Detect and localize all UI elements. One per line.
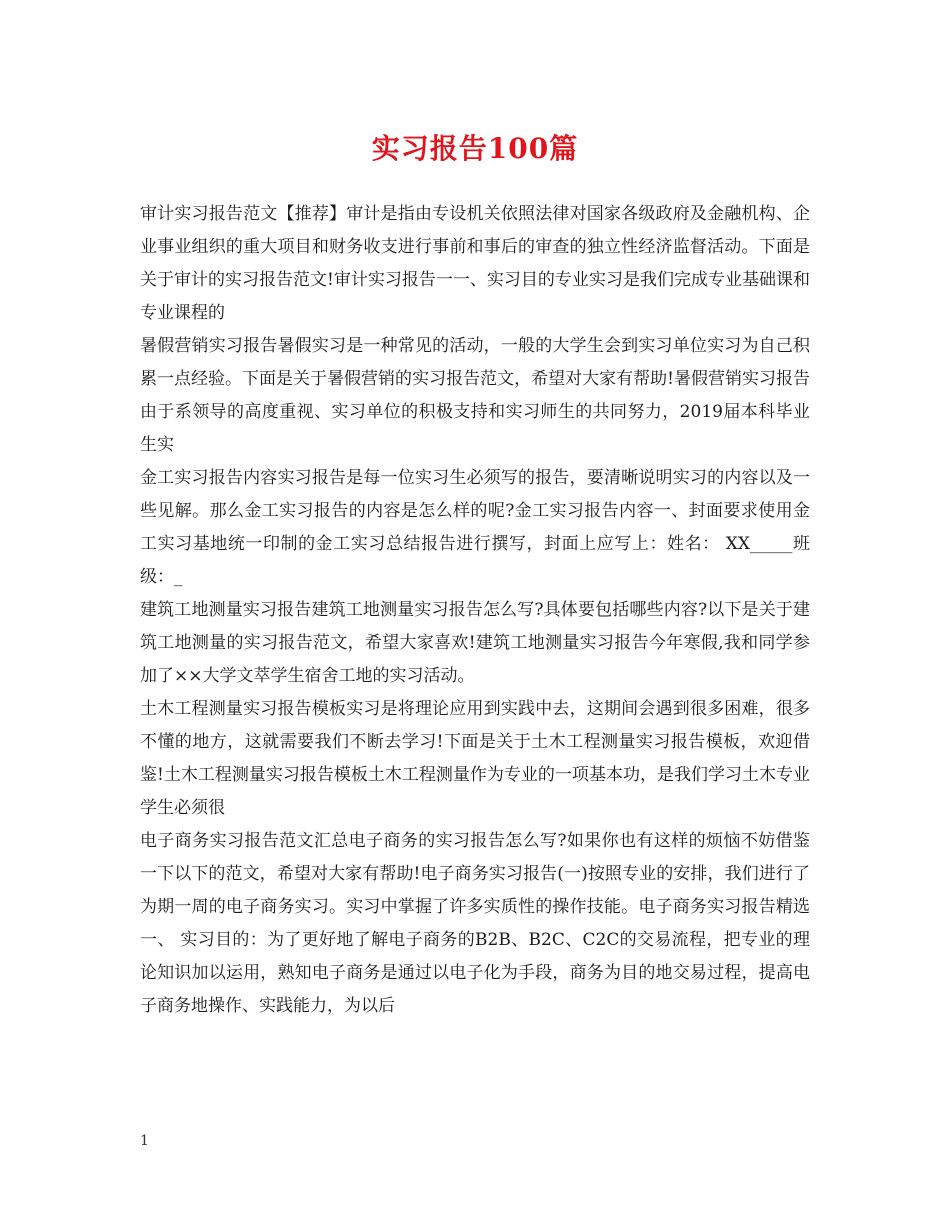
document-title: 实习报告100篇	[371, 132, 579, 165]
paragraph-metalwork-report: 金工实习报告内容实习报告是每一位实习生必须写的报告，要清晰说明实习的内容以及一些见解。那么金工实习报告的内容是怎么样的呢?金工实习报告内容一、封面要求使用金工实习基地统一印制的金工实习总结报告进行撰写，封面上应写上：姓名： XX_____班级：_	[140, 468, 810, 587]
paragraph-civil-engineering-report: 土木工程测量实习报告模板实习是将理论应用到实践中去，这期间会遇到很多困难，很多不懂的地方，这就需要我们不断去学习!下面是关于土木工程测量实习报告模板，欢迎借鉴!土木工程测量实习报告模板土木工程测量作为专业的一项基本功，是我们学习土木专业学生必须很	[140, 699, 810, 818]
paragraph-audit-report: 审计实习报告范文【推荐】审计是指由专设机关依照法律对国家各级政府及金融机构、企业事业组织的重大项目和财务收支进行事前和事后的审查的独立性经济监督活动。下面是关于审计的实习报告范文!审计实习报告一一、实习目的专业实习是我们完成专业基础课和专业课程的	[140, 204, 810, 323]
paragraph-construction-survey-report: 建筑工地测量实习报告建筑工地测量实习报告怎么写?具体要包括哪些内容?以下是关于建筑工地测量的实习报告范文，希望大家喜欢!建筑工地测量实习报告今年寒假,我和同学参加了××大学文萃学生宿舍工地的实习活动。	[140, 600, 810, 686]
page-number: 1	[140, 1133, 149, 1149]
document-body	[140, 198, 810, 1023]
paragraph-ecommerce-report: 电子商务实习报告范文汇总电子商务的实习报告怎么写?如果你也有这样的烦恼不妨借鉴一下以下的范文，希望对大家有帮助!电子商务实习报告(一)按照专业的安排，我们进行了为期一周的电子商务实习。实习中掌握了许多实质性的操作技能。电子商务实习报告精选一、 实习目的：为了更好地了解电子商务的B2B、B2C、C2C的交易流程，把专业的理论知识加以运用，熟知电子商务是通过以电子化为手段，商务为目的地交易过程，提高电子商务地操作、实践能力，为以后	[140, 831, 810, 1016]
paragraph-summer-marketing-report: 暑假营销实习报告暑假实习是一种常见的活动，一般的大学生会到实习单位实习为自己积累一点经验。下面是关于暑假营销的实习报告范文，希望对大家有帮助!暑假营销实习报告由于系领导的高度重视、实习单位的积极支持和实习师生的共同努力，2019届本科毕业生实	[140, 336, 810, 455]
